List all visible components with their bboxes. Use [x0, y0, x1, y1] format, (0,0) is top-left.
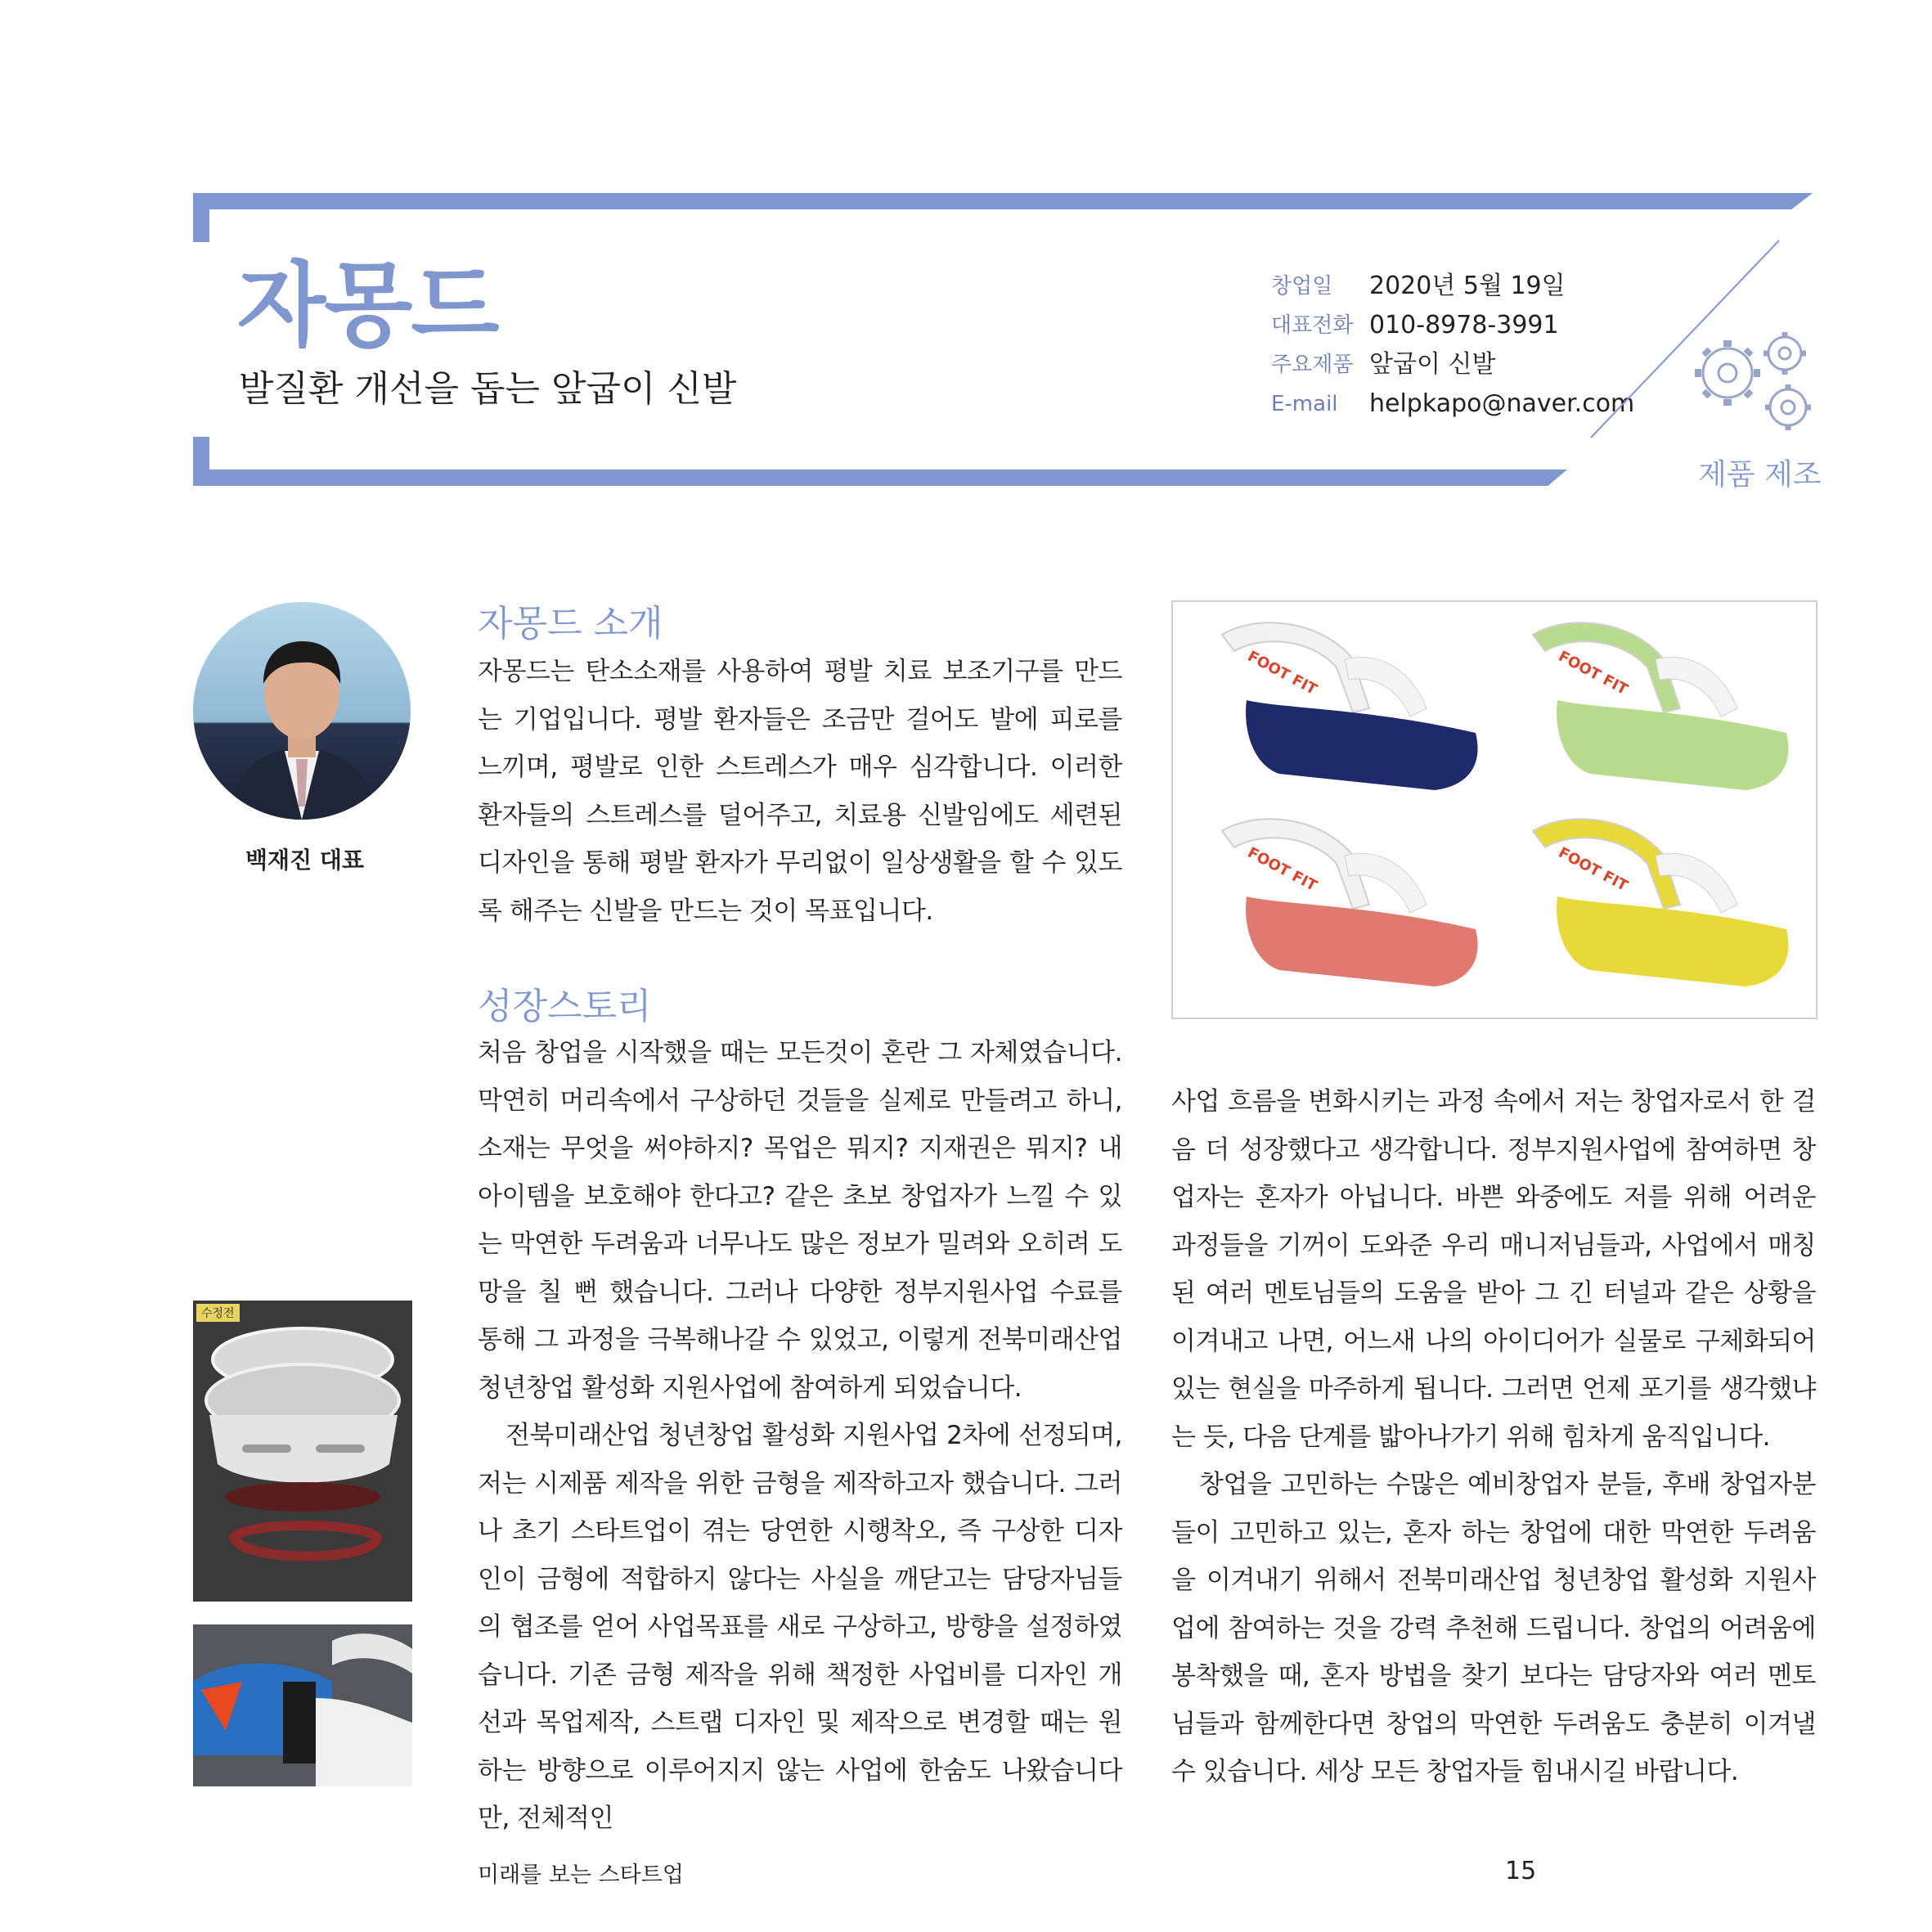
header-frame-top-bar: [193, 193, 1813, 209]
intro-paragraph: [478, 648, 1122, 935]
shoe-brand-text: FOOT FIT: [1555, 647, 1631, 699]
ceo-caption: 백재진 대표: [245, 847, 364, 874]
shoe-variant: [1533, 622, 1789, 790]
gears-icon: [1685, 326, 1832, 448]
info-value: 010-8978-3991: [1369, 311, 1559, 339]
intro-paragraph-text: 자몽드는 탄소소재를 사용하여 평발 치료 보조기구를 만드는 기업입니다. 평발 환자들은 조금만 걸어도 발에 피로를 느끼며, 평발로 인한 스트레스가 매우 심각합니다. 이러한 환자들의 스트레스를 덜어주고, 치료용 신발임에도 세련된 디자인을 통해 평발 환자가 무리없이 일상생활을 할 수 있도록 해주는 신발을 만드는 것이 목표입니다.: [478, 657, 1122, 926]
info-row-product: [1271, 345, 1634, 384]
shoe-variant: [1222, 819, 1478, 986]
company-info-table: [1271, 267, 1634, 424]
shoe-variant: [1533, 819, 1789, 986]
growth-section-title: 성장스토리: [478, 986, 652, 1027]
growth-paragraph-2: 전북미래산업 청년창업 활성화 지원사업 2차에 선정되며, 저는 시제품 제작을 위한 금형을 제작하고자 했습니다. 그러나 초기 스타트업이 겪는 당연한 시행착오, 즉 구상한 디자인이 금형에 적합하지 않다는 사실을 깨닫고는 담당자님들의 협조를 얻어 사업목표를 새로 구상하고, 방향을 설정하였습니다. 기존 금형 제작을 위해 책정한 사업비를 디자인 개선과 목업제작, 스트랩 디자인 및 제작으로 변경할 때는 원하는 방향으로 이루어지지 않는 사업에 한숨도 나왔습니다만, 전체적인: [478, 1421, 1122, 1833]
product-image: [1171, 600, 1817, 1019]
info-label: E-mail: [1271, 392, 1338, 416]
shoe-brand-text: FOOT FIT: [1555, 843, 1631, 895]
info-row-email: [1271, 384, 1634, 424]
info-value: helpkapo@naver.com: [1369, 389, 1635, 418]
shoe-variant: [1222, 622, 1478, 790]
shoe-brand-text: FOOT FIT: [1244, 843, 1320, 895]
company-name: 자몽드: [237, 253, 498, 359]
growth-paragraph-1: 처음 창업을 시작했을 때는 모든것이 혼란 그 자체였습니다. 막연히 머리속에서 구상하던 것들을 실제로 만들려고 하니, 소재는 무엇을 써야하지? 목업은 뭐지? 지재권은 뭐지? 내 아이템을 보호해야 한다고? 같은 초보 창업자가 느낄 수 있는 막연한 두려움과 너무나도 많은 정보가 밀려와 오히려 도망을 칠 뻔 했습니다. 그러나 다양한 정부지원사업 수료를 통해 그 과정을 극복해나갈 수 있었고, 이렇게 전북미래산업 청년창업 활성화 지원사업에 참여하게 되었습니다.: [478, 1038, 1122, 1403]
shoe-brand-text: FOOT FIT: [1244, 647, 1320, 699]
category-label: 제품 제조: [1698, 458, 1822, 492]
info-label: 창업일: [1271, 274, 1333, 299]
header-frame-bottom-bar: [193, 470, 1567, 486]
page-number: 15: [1505, 1857, 1537, 1885]
header-frame-left-top: [193, 193, 209, 242]
prototype-photo-image: [193, 1624, 412, 1786]
right-paragraph-1: 사업 흐름을 변화시키는 과정 속에서 저는 창업자로서 한 걸음 더 성장했다고 생각합니다. 정부지원사업에 참여하면 창업자는 혼자가 아닙니다. 바쁜 와중에도 저를 위해 어려운 과정들을 기꺼이 도와준 우리 매니저님들과, 사업에서 매칭된 여러 멘토님들의 도움을 받아 그 긴 터널과 같은 상황을 이겨내고 나면, 어느새 나의 아이디어가 실물로 구체화되어있는 현실을 마주하게 됩니다. 그러면 언제 포기를 생각했냐는 듯, 다음 단계를 밟아나가기 위해 힘차게 움직입니다.: [1171, 1087, 1816, 1452]
info-row-phone: [1271, 306, 1634, 345]
company-tagline: 발질환 개선을 돕는 앞굽이 신발: [239, 368, 737, 410]
footer-publication-title: 미래를 보는 스타트업: [478, 1862, 684, 1888]
info-label: 대표전화: [1271, 313, 1354, 338]
info-value: 앞굽이 신발: [1369, 350, 1496, 379]
growth-story-text: [478, 1029, 1122, 1843]
prototype-badge: 수정전: [196, 1304, 240, 1322]
info-value: 2020년 5월 19일: [1369, 272, 1566, 300]
ceo-portrait: [193, 602, 411, 820]
right-paragraph-2: 창업을 고민하는 수많은 예비창업자 분들, 후배 창업자분들이 고민하고 있는, 혼자 하는 창업에 대한 막연한 두려움을 이겨내기 위해서 전북미래산업 청년창업 활성화 지원사업에 참여하는 것을 강력 추천해 드립니다. 창업의 어려움에 봉착했을 때, 혼자 방법을 찾기 보다는 담당자와 여러 멘토님들과 함께한다면 창업의 막연한 두려움도 충분히 이겨낼 수 있습니다. 세상 모든 창업자들 힘내시길 바랍니다.: [1171, 1470, 1816, 1786]
info-row-founded: [1271, 267, 1634, 306]
prototype-render-image: [193, 1301, 412, 1602]
growth-story-continued: [1171, 1078, 1816, 1796]
info-label: 주요제품: [1271, 353, 1354, 377]
intro-section-title: 자몽드 소개: [478, 603, 663, 645]
